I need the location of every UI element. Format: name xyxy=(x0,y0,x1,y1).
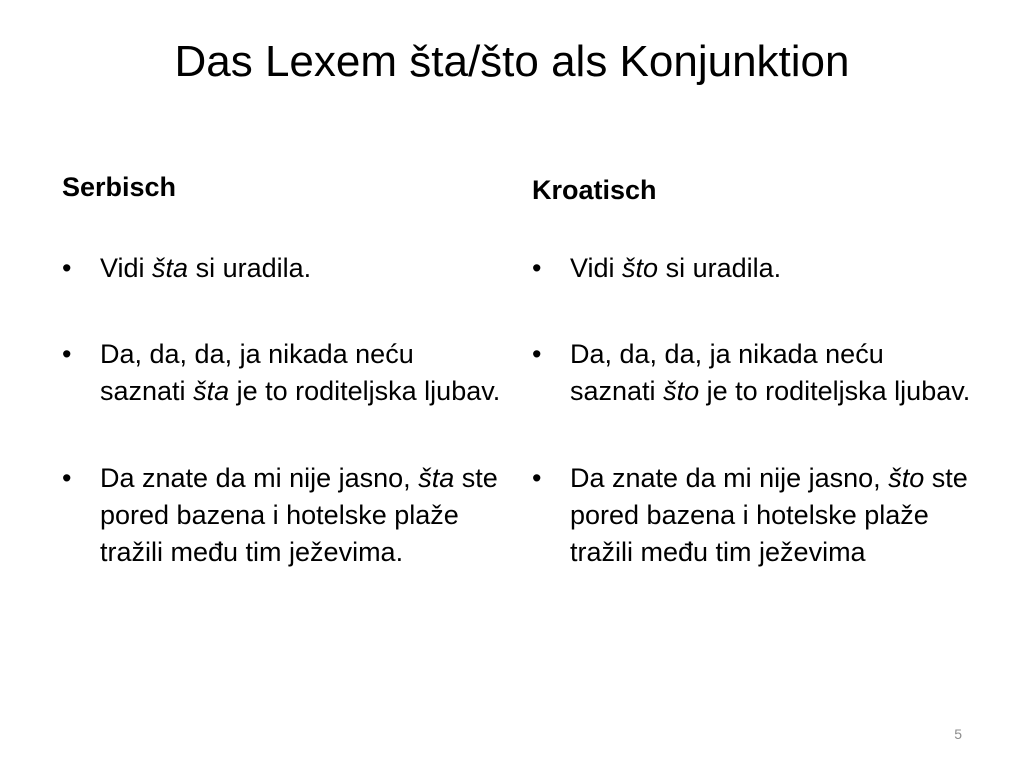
bullet-icon: • xyxy=(62,463,72,493)
text-segment: ste pored bazena i hotelske plaže tražili među tim ježevima. xyxy=(100,463,498,567)
text-segment: si uradila. xyxy=(188,253,312,283)
text-segment-italic: što xyxy=(622,253,659,283)
list-item-text xyxy=(570,339,970,406)
bullet-icon: • xyxy=(532,253,542,283)
list-item xyxy=(62,460,502,571)
text-segment-italic: što xyxy=(888,463,925,493)
bullet-icon: • xyxy=(62,339,72,369)
list-item xyxy=(532,460,972,571)
page-number: 5 xyxy=(954,726,962,742)
text-segment-italic: šta xyxy=(418,463,455,493)
text-segment: Vidi xyxy=(570,253,623,283)
text-segment-italic: šta xyxy=(193,376,230,406)
list-item xyxy=(532,250,972,287)
list-item-text xyxy=(570,253,781,283)
text-segment: je to roditeljska ljubav. xyxy=(699,376,971,406)
column-heading-serbian: Serbisch xyxy=(62,172,177,202)
text-segment: Vidi xyxy=(100,253,153,283)
bullet-icon: • xyxy=(532,339,542,369)
text-segment: si uradila. xyxy=(658,253,782,283)
text-segment: ste pored bazena i hotelske plaže tražili među tim ježevima xyxy=(570,463,968,567)
bullet-icon: • xyxy=(532,463,542,493)
column-heading-croatian: Kroatisch xyxy=(532,175,657,205)
list-item-text xyxy=(100,339,500,406)
text-segment-italic: što xyxy=(663,376,700,406)
column-croatian xyxy=(532,173,972,621)
list-item xyxy=(532,336,972,410)
list-item xyxy=(62,336,502,410)
bullet-list-serbian xyxy=(62,250,502,571)
text-segment: Da znate da mi nije jasno, xyxy=(570,463,889,493)
text-segment: Da, da, da, ja nikada neću saznati xyxy=(570,339,884,406)
column-serbian xyxy=(62,170,502,621)
list-item-text xyxy=(100,253,311,283)
list-item-text xyxy=(570,463,968,567)
list-item-text xyxy=(100,463,498,567)
text-segment-italic: šta xyxy=(152,253,189,283)
slide-title: Das Lexem šta/što als Konjunktion xyxy=(174,37,850,86)
bullet-icon: • xyxy=(62,253,72,283)
list-item xyxy=(62,250,502,287)
bullet-list-croatian xyxy=(532,250,972,571)
text-segment: Da znate da mi nije jasno, xyxy=(100,463,419,493)
text-segment: je to roditeljska ljubav. xyxy=(229,376,501,406)
text-segment: Da, da, da, ja nikada neću saznati xyxy=(100,339,414,406)
